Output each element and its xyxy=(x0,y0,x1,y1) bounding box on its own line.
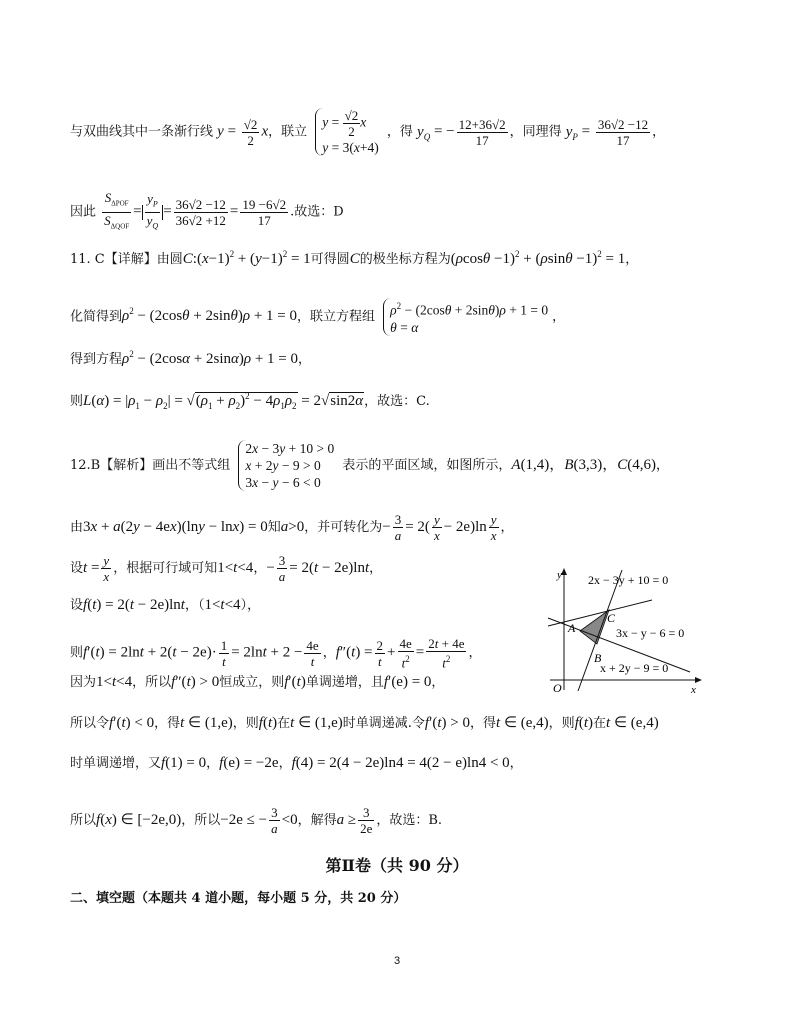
text: ，故选：C. xyxy=(364,394,430,409)
text: ，则 xyxy=(232,716,259,731)
label-origin: O xyxy=(553,681,562,695)
label-line2: 3x − y − 6 = 0 xyxy=(616,626,685,640)
line-15: 所以f(x) ∈ [−2e,0)，所以−2e ≤ − $\frac{3}{a}$ <0，解得a ≥ $\frac{3}{2e}$ ，故选：B. xyxy=(70,805,443,836)
text: 与双曲线其中一条渐行线 xyxy=(70,124,214,140)
line-12: 因为1<t<4，所以f″(t) > 0恒成立，则f′(t)单调递增，且f′(e) = 0， xyxy=(70,674,445,690)
label-line1: 2x − 3y + 10 = 0 xyxy=(588,573,669,587)
line-14: 时单调递增，又f(1) = 0，f(e) = −2e，f(4) = 2(4 − 2e)ln4 = 4(2 − e)ln4 < 0， xyxy=(70,755,523,771)
text: ，同理得 xyxy=(509,124,562,140)
text: 因为 xyxy=(70,675,97,690)
text: ，得 xyxy=(470,716,497,731)
page-number: 3 xyxy=(393,955,401,967)
text: 得到方程 xyxy=(70,352,123,367)
text: ，故选：B. xyxy=(376,813,443,828)
text: 因此 xyxy=(70,204,97,220)
text: ，得 xyxy=(386,124,413,140)
line-6: 则$L(\alpha) = |\rho_1 - \rho_2| = √(\rho_1 + \rho_2)^2 - 4\rho_1\rho_2 = 2√\sin 2\alpha$，故选：C. xyxy=(70,391,430,411)
text: 化简得到 xyxy=(70,309,123,325)
line-2: 因此 $\frac{S_{\Delta POF}}{S_{\Delta QOF}}$ = $\frac{y_P}{y_Q}$ = $\frac{36√2 -12}{36√2 +12}$ = $\frac{19 -6√2}{17}$ .故选：D xyxy=(70,190,344,231)
text: 可得圆 xyxy=(310,252,350,267)
text: ，并可转化为 xyxy=(304,520,383,535)
text: ，则 xyxy=(548,716,575,731)
text: 表示的平面区域，如图所示， xyxy=(342,458,512,473)
text: ，得 xyxy=(154,716,181,731)
text: ，联立方程组 xyxy=(297,309,376,325)
text: 单调递增，且 xyxy=(305,675,384,690)
line-4: 化简得到$\rho^2 - (2\cos\theta + 2\sin\theta)\rho + 1 = 0$，联立方程组 $\rho^2 - (2\cos\theta + 2\sin\theta)\rho + 1 = 0$ θ = α ， xyxy=(70,298,565,336)
text: 由 xyxy=(70,520,84,535)
label-y: y xyxy=(557,569,562,581)
text: 时单调递减.令 xyxy=(342,716,425,731)
x-axis-arrow xyxy=(695,677,702,683)
text: 所以令 xyxy=(70,716,110,731)
label-x: x xyxy=(691,684,696,696)
line-9: 设t = $\frac{y}{x}$ ，根据可行域可知1<t<4，− $\frac{3}{a}$ = 2(t − 2e)lnt， xyxy=(70,553,383,584)
section-heading: 第Ⅱ卷（共 90 分） xyxy=(325,856,469,875)
text: .故选：D xyxy=(290,204,344,220)
text: ，解得 xyxy=(297,813,337,828)
text: 在 xyxy=(593,716,607,731)
text: 所以 xyxy=(70,813,97,828)
text: 12.B【解析】画出不等式组 xyxy=(70,458,231,473)
label-C: C xyxy=(607,611,616,625)
text: 则 xyxy=(70,645,84,661)
shaded-region xyxy=(580,610,609,644)
label-B: B xyxy=(594,651,602,665)
line-7: 12.B【解析】画出不等式组 2x − 3y + 10 > 0 x + 2y − 9 > 0 3x − y − 6 < 0 表示的平面区域，如图所示，A(1,4)，B(3,3)，C(4,6)， xyxy=(70,441,670,490)
text: ，所以 xyxy=(132,675,172,690)
line-8: 由3x + a(2y − 4ex)(lny − lnx) = 0知a>0，并可转化为− $\frac{3}{a}$ = 2( $\frac{y}{x}$ − 2e)ln $\frac{y}{x}$ ， xyxy=(70,512,514,543)
line-5: 得到方程$\rho^2 - (2\cos\alpha + 2\sin\alpha)\rho + 1 = 0$， xyxy=(70,349,312,367)
text: 的极坐标方程为 xyxy=(359,252,451,267)
text: 11. C【详解】由圆 xyxy=(70,252,183,267)
text: 则 xyxy=(70,394,84,409)
line-1: 与双曲线其中一条渐行线 y = $\frac{√2}{2}$ x，联立 y = $\frac{√2}{2}$ x y = 3(x+4) ，得 $y_Q$ = − $\frac{12+36√2}{17}$ ，同理得 $y_P$ = $\frac{36√2 -12}{17}$ ， xyxy=(70,108,666,155)
label-A: A xyxy=(568,621,576,635)
section-title: 二、填空题（本题共 4 道小题，每小题 5 分，共 20 分） xyxy=(70,891,407,906)
text: 时单调递增，又 xyxy=(70,756,162,771)
line-3: 11. C【详解】由圆$C:(x-1)^2 + (y-1)^2 = 1$可得圆C的极坐标方程为$(\rho\cos\theta -1)^2 + (\rho\sin\theta -1)^2 = 1$， xyxy=(70,249,639,267)
text: ， xyxy=(652,124,666,140)
line-10: 设f(t) = 2(t − 2e)lnt，（1<t<4）， xyxy=(70,597,261,613)
text: 设 xyxy=(70,561,84,576)
label-line3: x + 2y − 9 = 0 xyxy=(600,661,669,675)
text: 设 xyxy=(70,598,84,613)
text: 恒成立，则 xyxy=(219,675,285,690)
text: ，所以 xyxy=(181,813,221,828)
line-11: 则f′(t) = 2lnt + 2(t − 2e)· $\frac{1}{t}$ = 2lnt + 2 − $\frac{4e}{t}$ ，f″(t) = $\frac{2}{t}$ + $\frac{4e}{t^2}$ = $\frac{2t + 4e}{t^2}$ ， xyxy=(70,636,482,671)
text: ，根据可行域可知 xyxy=(113,561,218,576)
text: ，联立 xyxy=(268,124,308,140)
feasible-region-figure xyxy=(540,566,710,696)
line-13: 所以令f′(t) < 0，得t ∈ (1,e)，则f(t)在t ∈ (1,e)时单调递减.令f′(t) > 0，得t ∈ (e,4)，则f(t)在t ∈ (e,4) xyxy=(70,715,659,731)
y-axis-arrow xyxy=(561,568,567,575)
text: 知 xyxy=(267,520,281,535)
text: 在 xyxy=(277,716,291,731)
